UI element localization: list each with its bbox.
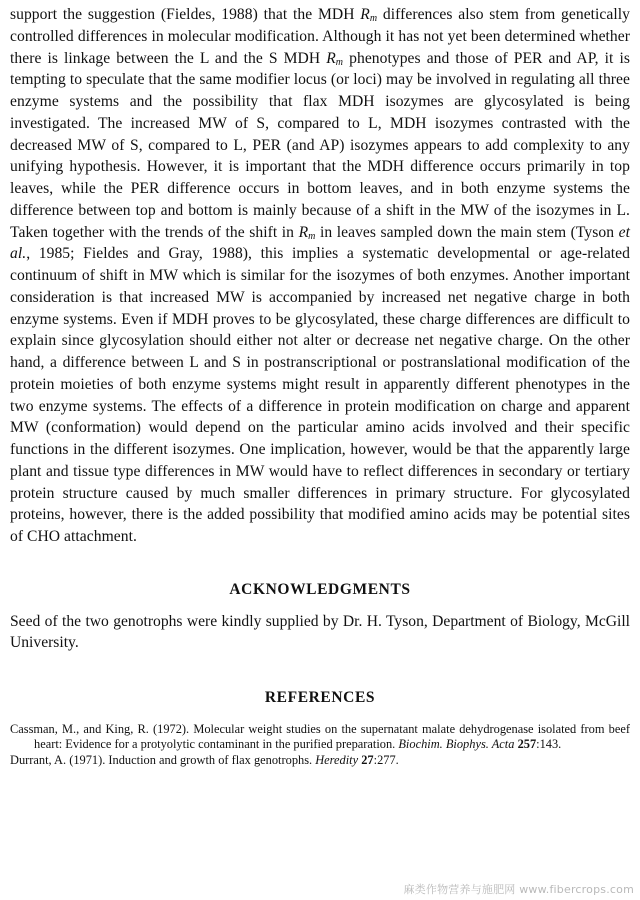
- rm-symbol: R: [298, 223, 309, 241]
- text-run: , 1985; Fieldes and Gray, 1988), this implies a systematic developmental or age-related continuum of shift in MW which is similar for the isozymes of both enzymes. Another important consideration is that increased MW is accompanied by increased net negative charge in both enzyme systems. Even if MDH proves to be glycosylated, these charge differences are difficult to explain since glycosylation should either not alter or decrease net negative charge. On the other hand, a difference between L and S in postranscriptional or postranslational modification of the protein moieties of both enzyme systems might result in apparently different phenotypes in the two enzyme systems. The effects of a difference in protein modification on charge and apparent MW (conformation) would depend on the particular amino acids involved and their specific functions in the different isozymes. One implication, however, would be that the apparently large plant and tissue type differences in MW would have to reflect differences in secondary or tertiary protein structure caused by much smaller differences in primary structure. For glycosylated proteins, however, there is the added possibility that modified amino acids may be potential sites of CHO attachment.: [10, 245, 630, 545]
- acknowledgments-text: Seed of the two genotrophs were kindly supplied by Dr. H. Tyson, Department of Biology, McGill University.: [10, 612, 630, 652]
- reference-journal: Heredity: [315, 752, 359, 767]
- reference-item: [10, 753, 630, 769]
- reference-text: Cassman, M., and King, R. (1972). Molecular weight studies on the supernatant malate dehydrogenase isolated from beef heart: Evidence for a protyolytic contaminant in the purified preparation.: [10, 721, 630, 752]
- acknowledgments-heading: ACKNOWLEDGMENTS: [229, 580, 411, 598]
- document-page: [10, 4, 630, 768]
- rm-symbol: R: [326, 49, 336, 67]
- text-run: differences also stem from genetically controlled differences in molecular modification. Although it has not yet been determined whether there is linkage between the L and the S MDH: [10, 6, 630, 67]
- reference-pages: :277.: [373, 752, 399, 767]
- text-run: in leaves sampled down the main stem (Tyson: [315, 223, 619, 241]
- reference-text: Durrant, A. (1971). Induction and growth of flax genotrophs.: [10, 752, 316, 767]
- reference-volume: 257: [517, 737, 537, 752]
- reference-item: [10, 722, 630, 753]
- reference-list: [10, 722, 630, 769]
- et-al: et al.: [10, 223, 630, 263]
- discussion-paragraph: [10, 4, 630, 548]
- rm-subscript: m: [335, 56, 344, 68]
- reference-pages: :143.: [536, 737, 562, 752]
- rm-subscript: m: [308, 230, 316, 242]
- rm-symbol: R: [360, 6, 370, 23]
- text-run: phenotypes and those of PER and AP, it is tempting to speculate that the same modifier locus (or loci) may be involved in regulating all three enzyme systems and the possibility that flax MDH isozymes are glycosylated is being investigated. The increased MW of S, compared to L, MDH isozymes contrasted with the decreased MW of S, compared to L, PER (and AP) isozymes appears to add complexity to any unifying hypothesis. However, it is important that the MDH difference occurs primarily in top leaves, while the PER difference occurs in bottom leaves, and in both enzyme systems the difference between top and bottom is mainly because of a shift in the MW of the isozymes in L. Taken together with the trends of the shift in: [10, 49, 630, 241]
- text-run: support the suggestion (Fieldes, 1988) that the MDH: [10, 6, 361, 23]
- rm-subscript: m: [369, 13, 378, 24]
- references-heading: REFERENCES: [264, 688, 376, 706]
- reference-journal: Biochim. Biophys. Acta: [398, 737, 515, 752]
- reference-volume: 27: [361, 752, 374, 767]
- site-watermark: 麻类作物营养与施肥网 www.fibercrops.com: [403, 883, 634, 896]
